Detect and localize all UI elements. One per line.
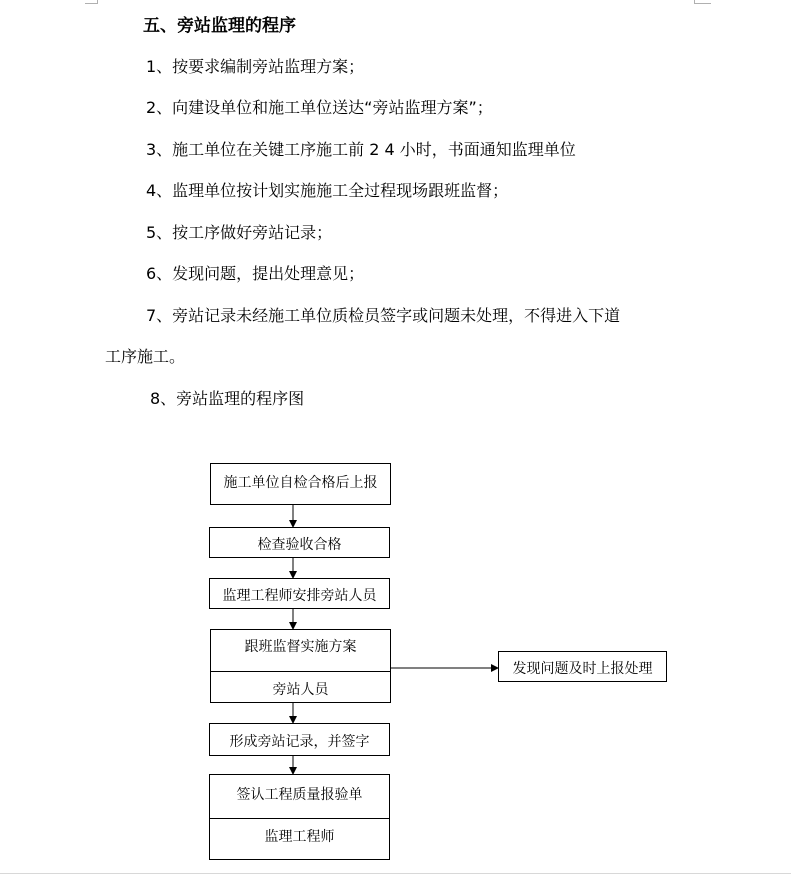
flow-box-confirm-quality — [209, 774, 390, 860]
step-7-line-2: 工序施工。 — [105, 347, 186, 366]
flow-box-supervision-label: 跟班监督实施方案 — [244, 639, 357, 655]
flow-box-supervision-role: 旁站人员 — [272, 682, 329, 698]
flow-box-supervision-divider — [211, 671, 390, 672]
section-title: 五、旁站监理的程序 — [143, 16, 296, 36]
flow-box-confirm-quality-label: 签认工程质量报验单 — [236, 787, 363, 803]
flow-box-inspection-label: 检查验收合格 — [257, 537, 342, 553]
flow-box-inspection — [209, 527, 390, 558]
step-4: 4、监理单位按计划实施施工全过程现场跟班监督； — [146, 181, 509, 200]
flow-box-record-sign-label: 形成旁站记录，并签字 — [229, 734, 370, 750]
flow-box-report-problem — [498, 651, 667, 682]
flow-box-confirm-quality-divider — [210, 818, 389, 819]
flow-box-supervision — [210, 629, 391, 703]
page-bottom-edge — [0, 873, 791, 874]
step-6: 6、发现问题，提出处理意见； — [146, 264, 365, 283]
step-7-line-1: 7、旁站记录未经施工单位质检员签字或问题未处理，不得进入下道 — [146, 306, 621, 325]
flow-box-self-check — [210, 463, 391, 505]
step-3: 3、施工单位在关键工序施工前 2 4 小时，书面通知监理单位 — [146, 140, 576, 159]
step-1: 1、按要求编制旁站监理方案； — [146, 57, 365, 76]
step-8: 8、旁站监理的程序图 — [150, 389, 305, 408]
step-5: 5、按工序做好旁站记录； — [146, 223, 333, 242]
flow-box-assign-staff — [209, 578, 390, 609]
step-2: 2、向建设单位和施工单位送达“旁站监理方案”； — [146, 98, 493, 117]
flow-box-assign-staff-label: 监理工程师安排旁站人员 — [222, 588, 377, 604]
flow-box-record-sign — [209, 723, 390, 756]
flow-box-report-problem-label: 发现问题及时上报处理 — [512, 661, 653, 677]
flow-box-confirm-quality-role: 监理工程师 — [264, 829, 335, 845]
flow-box-self-check-label: 施工单位自检合格后上报 — [223, 475, 378, 491]
